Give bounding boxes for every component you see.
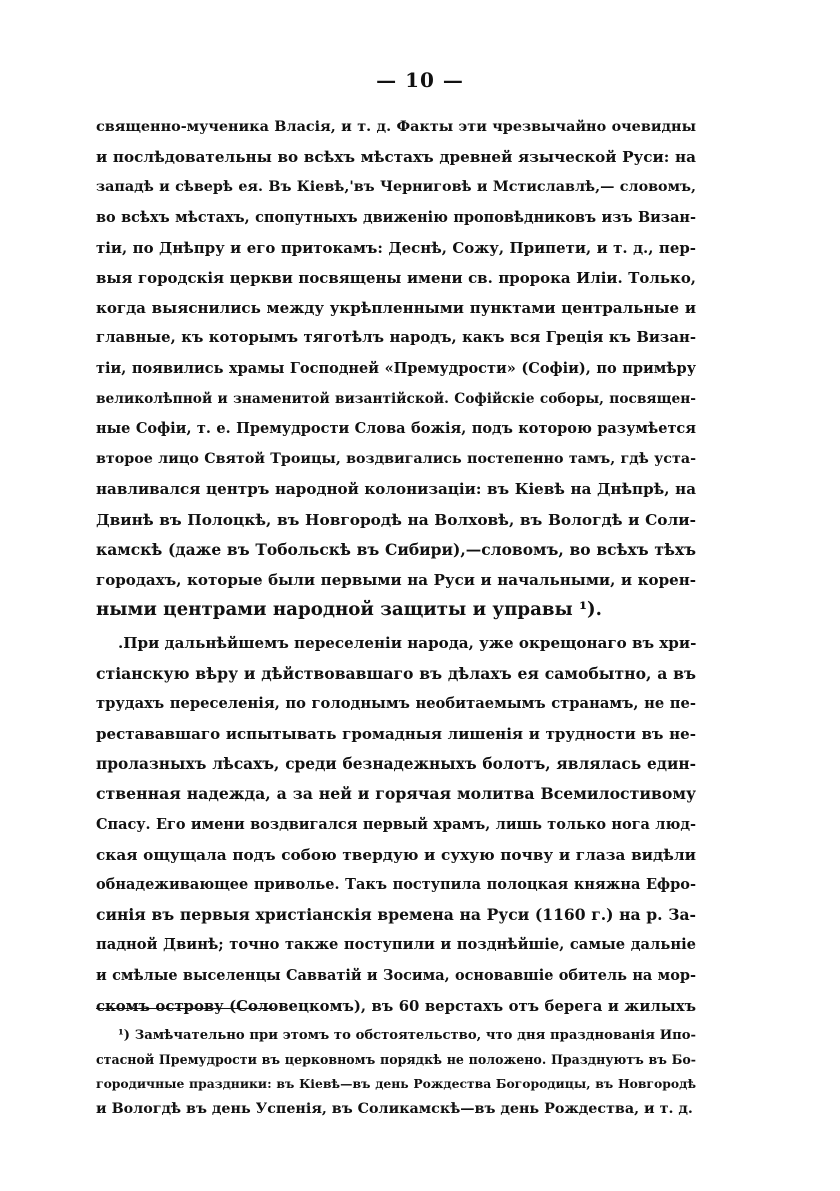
text-line: ными центрами народной защиты и управы ¹). [96,599,602,621]
text-line: камскѣ (даже въ Тобольскѣ въ Сибири),—словомъ, во всѣхъ тѣхъ [96,539,696,559]
footnote-line: стасной Премудрости въ церковномъ порядкѣ не положено. Празднуютъ въ Бо- [96,1052,696,1068]
text-line: западѣ и сѣверѣ ея. Въ Кіевѣ,'въ Черниговѣ и Мстиславлѣ,— словомъ, [96,179,696,196]
text-line: синія въ первыя христіанскія времена на Руси (1160 г.) на р. За- [96,905,696,925]
text-line: выя городскія церкви посвящены имени св. пророка Иліи. Только, [96,269,696,288]
text-line: священно-мученика Власія, и т. д. Факты эти чрезвычайно очевидны [96,118,696,135]
text-line: тіи, по Днѣпру и его притокамъ: Деснѣ, Сожу, Припети, и т. д., пер- [96,238,696,257]
text-line: .При дальнѣйшемъ переселеніи народа, уже окрещонаго въ хри- [118,634,697,653]
text-line: второе лицо Святой Троицы, воздвигались постепенно тамъ, гдѣ уста- [96,451,696,468]
text-line: тіи, появились храмы Господней «Премудрости» (Софіи), по примѣру [96,359,696,377]
text-line: обнадеживающее приволье. Такъ поступила полоцкая княжна Ефро- [96,876,696,894]
text-line: когда выяснились между укрѣпленными пунктами центральные и [96,299,696,318]
footnote-line: ¹) Замѣчательно при этомъ то обстоятельство, что дня празднованія Ипо- [118,1028,696,1043]
text-line: трудахъ переселенія, по голоднымъ необитаемымъ странамъ, не пе- [96,694,696,712]
text-line: и смѣлые выселенцы Савватій и Зосима, основавшіе обитель на мор- [96,966,696,984]
text-line: пролазныхъ лѣсахъ, среди безнадежныхъ болотъ, являлась един- [96,755,696,774]
text-line: скомъ острову (Соловецкомъ), въ 60 верстахъ отъ берега и жилыхъ [96,996,696,1015]
text-line: великолѣпной и знаменитой византійской. Софійскіе соборы, посвящен- [96,390,696,407]
footnote-line: городичные праздники: въ Кіевѣ—въ день Рождества Богородицы, въ Новгородѣ [96,1076,696,1092]
text-line: и послѣдовательны во всѣхъ мѣстахъ древней языческой Руси: на [96,148,696,167]
text-line: Двинѣ въ Полоцкѣ, въ Новгородѣ на Волховѣ, въ Вологдѣ и Соли- [96,510,696,529]
page-number: — 10 — [376,68,464,92]
footnote [96,1024,696,1121]
text-line: ные Софіи, т. е. Премудрости Слова божія, подъ которою разумѣется [96,420,696,438]
text-line: рестававшаго испытывать громадныя лишенія и трудности въ не- [96,725,696,744]
footnote-line: и Вологдѣ въ день Успенія, въ Соликамскѣ—въ день Рождества, и т. д. [96,1100,693,1117]
text-line: городахъ, которые были первыми на Руси и начальными, и корен- [96,571,696,590]
text-line: ская ощущала подъ собою твердую и сухую почву и глаза видѣли [96,845,696,864]
paragraph [96,112,696,625]
text-line: главные, къ которымъ тяготѣлъ народъ, какъ вся Греція къ Визан- [96,329,696,347]
text-line: ственная надежда, а за ней и горячая молитва Всемилостивому [96,784,696,804]
footnote-divider [96,1008,274,1009]
text-line: Спасу. Его имени воздвигался первый храмъ, лишь только нога люд- [96,815,696,833]
text-line: падной Двинѣ; точно также поступили и позднѣйшіе, самые дальніе [96,936,696,954]
text-line: навливался центръ народной колонизаціи: въ Кіевѣ на Днѣпрѣ, на [96,480,696,499]
paragraph [96,628,696,1021]
text-line: стіанскую вѣру и дѣйствовавшаго въ дѣлахъ ея самобытно, а въ [96,663,696,683]
text-line: во всѣхъ мѣстахъ, спопутныхъ движенію проповѣдниковъ изъ Визан- [96,208,696,226]
main-text [96,112,696,1021]
